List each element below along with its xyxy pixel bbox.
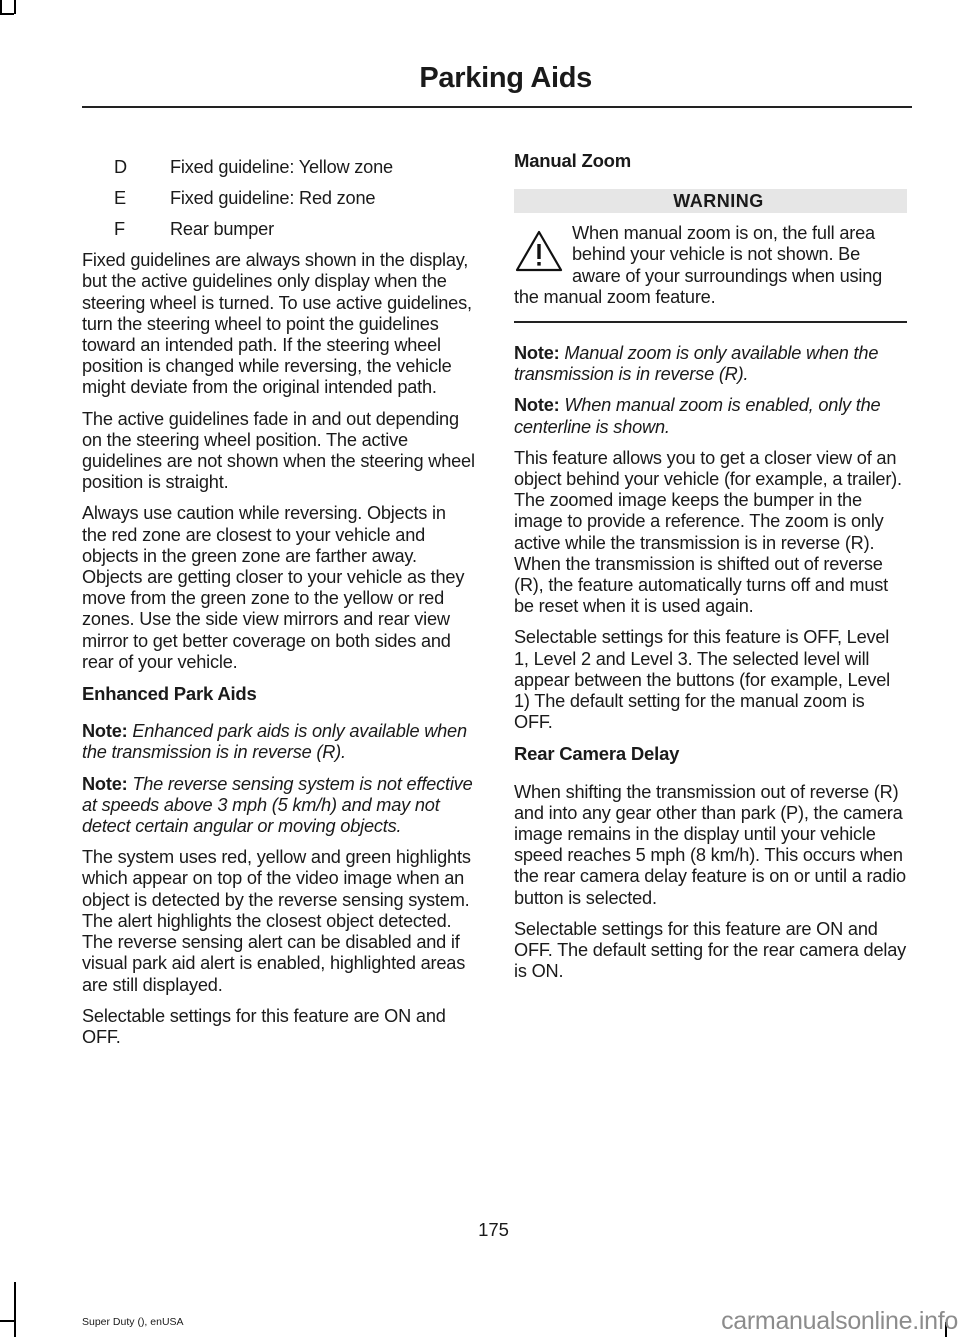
note-label: Note: — [82, 773, 128, 794]
note-label: Note: — [514, 395, 560, 416]
note-text: Manual zoom is only available when the transmission is in reverse (R). — [514, 343, 879, 385]
note — [82, 774, 475, 838]
crop-mark — [0, 13, 14, 15]
legend-text: Rear bumper — [170, 219, 274, 239]
legend-list — [82, 157, 475, 240]
legend-key: F — [114, 219, 125, 239]
page-title: Parking Aids — [419, 62, 592, 94]
note — [82, 721, 475, 763]
paragraph: The system uses red, yellow and green highlights which appear on top of the video image when an object is detected by the reverse sensing system. The alert highlights the closest object detected. The reverse sensing alert can be disabled and if visual park aid alert is enabled, highlighted areas are still displayed. — [82, 847, 471, 995]
title-divider — [82, 106, 912, 108]
paragraph: Fixed guidelines are always shown in the display, but the active guidelines only display when the steering wheel is turned. To use active guidelines, turn the steering wheel to point the guidelines toward an intended path. If the steering wheel position is changed while reversing, the vehicle might deviate from the original intended path. — [82, 250, 472, 398]
paragraph: The active guidelines fade in and out depending on the steering wheel position. The active guidelines are not shown when the steering wheel position is straight. — [82, 408, 475, 493]
warning-box — [514, 223, 907, 308]
page-number: 175 — [478, 1219, 509, 1240]
paragraph: Selectable settings for this feature are ON and OFF. — [82, 1005, 446, 1047]
note-text: When manual zoom is enabled, only the centerline is shown. — [514, 395, 881, 437]
paragraph: When shifting the transmission out of reverse (R) and into any gear other than park (P), the camera image remains in the display until your vehicle speed reaches 5 mph (8 km/h). This occurs when the rear camera delay feature is on or until a radio button is selected. — [514, 781, 906, 908]
crop-mark — [14, 0, 16, 14]
warning-triangle-icon — [514, 229, 564, 273]
legend-text: Fixed guideline: Red zone — [170, 188, 376, 208]
watermark: carmanualsonline.info — [721, 1307, 958, 1335]
footer-doc-info: Super Duty (), enUSA — [82, 1316, 184, 1328]
legend-item — [82, 219, 475, 240]
warning-header: WARNING — [514, 189, 907, 213]
note-text: Enhanced park aids is only available when the transmission is in reverse (R). — [82, 721, 467, 763]
section-heading: Rear Camera Delay — [514, 743, 680, 765]
note-text: The reverse sensing system is not effective at speeds above 3 mph (5 km/h) and may not detect certain angular or moving objects. — [82, 773, 473, 837]
paragraph: Always use caution while reversing. Objects in the red zone are closest to your vehicle and objects in the green zone are farther away. Objects are getting closer to your vehicle as they move from the green zone to the yellow or red zones. Use the side view mirrors and rear view mirror to get better coverage on both sides and rear of your vehicle. — [82, 503, 465, 672]
note-label: Note: — [82, 721, 128, 742]
crop-mark — [0, 0, 2, 14]
legend-key: E — [114, 188, 126, 208]
legend-item — [82, 188, 475, 209]
legend-key: D — [114, 157, 127, 177]
legend-item — [82, 157, 475, 178]
paragraph: Selectable settings for this feature is OFF, Level 1, Level 2 and Level 3. The selected level will appear between the buttons (for example, Level 1) The default setting for the manual zoom is OFF. — [514, 627, 891, 733]
section-heading: Enhanced Park Aids — [82, 683, 257, 705]
note — [514, 395, 907, 437]
note — [514, 343, 907, 385]
warning-text: When manual zoom is on, the full area behind your vehicle is not shown. Be aware of your surroundings when using the manual zoom feature. — [514, 223, 883, 307]
section-heading: Manual Zoom — [514, 150, 632, 171]
legend-text: Fixed guideline: Yellow zone — [170, 157, 393, 177]
paragraph: This feature allows you to get a closer view of an object behind your vehicle (for example, a trailer). The zoomed image keeps the bumper in the image to provide a reference. The zoom is only active while the transmission is in reverse (R). When the transmission is shifted out of reverse (R), the feature automatically turns off and must be reset when it is used again. — [514, 447, 902, 617]
crop-mark — [0, 1320, 14, 1322]
note-label: Note: — [514, 343, 560, 364]
right-column — [514, 150, 907, 993]
crop-mark — [14, 1282, 16, 1337]
paragraph: Selectable settings for this feature are ON and OFF. The default setting for the rear camera delay is ON. — [514, 918, 907, 982]
warning-divider — [514, 321, 907, 323]
left-column — [82, 150, 475, 1058]
